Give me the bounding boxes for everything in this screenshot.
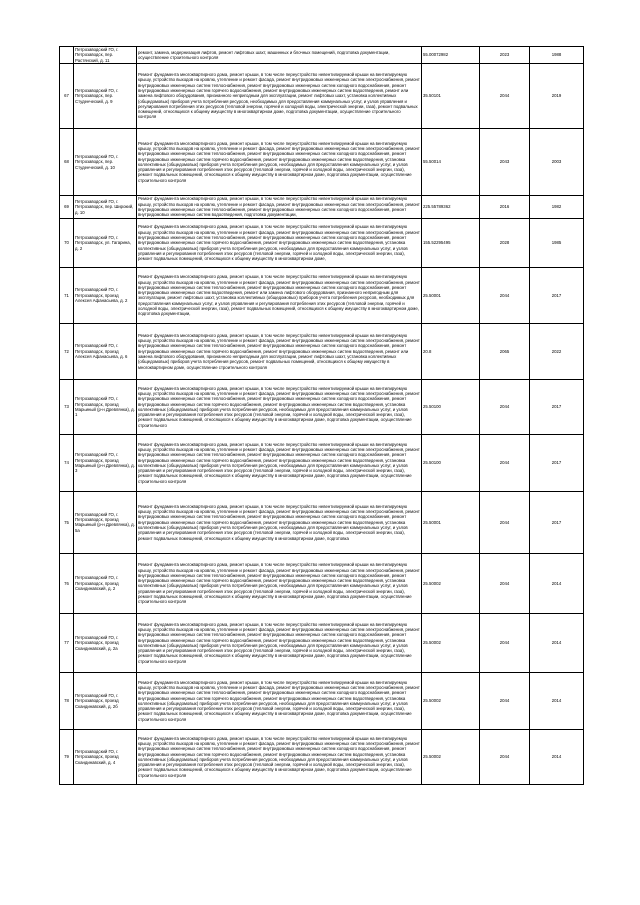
cadastral-value-cell: 155.52295495 — [422, 218, 480, 267]
built-year-cell: 1985 — [530, 218, 584, 267]
table-row — [60, 128, 584, 195]
works-cell — [137, 434, 422, 491]
table-row — [60, 553, 584, 613]
works-cell — [137, 491, 422, 553]
row-number: 76 — [60, 553, 74, 613]
works-cell — [137, 613, 422, 672]
works-text: Ремонт фундамента многоквартирного дома, ремонт крыши, в том числе переустройство невентилируемой крыши на вентилируемую крышу, устройство выходов на кровлю, утепление и ремонт фасада, ремонт внутридомовых инженерных систем электроснабжения, ремонт внутридомовых инженерных систем теплоснабжения, ремонт внутридомовых инженерных систем холодного водоснабжения, ремонт внутридомовых инженерных систем горячего водоснабжения, ремонт внутридомовых инженерных систем водоотведения, установка коллективных (общедомовых) приборов учета потребления ресурсов, необходимых для предоставления коммунальных услуг, и узлов управления и регулирования потребления этих ресурсов (тепловой энергии, горячей и холодной воды, электрической энергии, газа), ремонт подвальных помещений, относящихся к общему имуществу в многоквартирном доме, подготовка документации, осуществление строительного контроля — [138, 441, 420, 484]
works-text: Ремонт фундамента многоквартирного дома, ремонт крыши, в том числе переустройство невентилируемой крыши на вентилируемую крышу, устройство выходов на кровлю, утепление и ремонт фасада, ремонт внутридомовых инженерных систем электроснабжения, ремонт внутридомовых инженерных систем теплоснабжения, ремонт внутридомовых инженерных систем холодного водоснабжения, ремонт внутридомовых инженерных систем водоотведения, ремонт или замена лифтового оборудования, признанного непригодным для эксплуатации, ремонт лифтовых шахт, установка коллективных (общедомовых) приборов учета потребления ресурсов, необходимых для предоставления коммунальных услуг, и узлов управления и регулирования потребления этих ресурсов (тепловой энергии, горячей и холодной воды, электрической энергии, газа), ремонт подвальных помещений, относящихся к общему имуществу в многоквартирном доме, подготовка документации, — [138, 274, 420, 317]
row-number: 69 — [60, 195, 74, 218]
planned-year-cell: 2044 — [480, 672, 530, 729]
table-row — [60, 729, 584, 784]
cadastral-value-cell: 225.55789362 — [422, 195, 480, 218]
address-cell: Петрозаводский ГО, г. Петрозаводск, проезд Скандинавский, д. 2 — [74, 553, 137, 613]
works-cell — [137, 218, 422, 267]
address-cell: Петрозаводский ГО, г. Петрозаводск, пер. Студенческий, д. 9 — [74, 63, 137, 128]
cadastral-value-cell: 25.50002 — [422, 553, 480, 613]
table-row — [60, 491, 584, 553]
works-text: Ремонт фундамента многоквартирного дома, ремонт крыши, в том числе переустройство невентилируемой крыши на вентилируемую крышу, устройство выходов на кровлю, утепление и ремонт фасада, ремонт внутридомовых инженерных систем электроснабжения, ремонт внутридомовых инженерных систем теплоснабжения, ремонт внутридомовых инженерных систем холодного водоснабжения, ремонт внутридомовых инженерных систем горячего водоснабжения, ремонт внутридомовых инженерных систем водоотведения, установка коллективных (общедомовых) приборов учета потребления ресурсов, необходимых для предоставления коммунальных услуг, и узлов управления и регулирования потребления этих ресурсов (тепловой энергии, горячей и холодной воды, электрической энергии, газа), ремонт подвальных помещений, относящихся к общему имуществу в многоквартирном доме, подготовка документации, осуществление строительного контроля — [138, 562, 420, 605]
address-cell: Петрозаводский ГО, г. Петрозаводск, пер. Растянский, д. 11 — [74, 47, 137, 64]
row-number: 78 — [60, 672, 74, 729]
built-year-cell: 1988 — [530, 47, 584, 64]
row-number: 71 — [60, 267, 74, 323]
address-cell: Петрозаводский ГО, г. Петрозаводск, проезд Скандинавский, д. 2а — [74, 613, 137, 672]
address-cell: Петрозаводский ГО, г. Петрозаводск, ул. Гагарина, д. 2 — [74, 218, 137, 267]
works-cell — [137, 63, 422, 128]
table-row — [60, 195, 584, 218]
planned-year-cell: 2023 — [480, 47, 530, 64]
planned-year-cell: 2043 — [480, 128, 530, 195]
table-row — [60, 613, 584, 672]
row-number: 68 — [60, 128, 74, 195]
works-cell — [137, 553, 422, 613]
works-cell — [137, 195, 422, 218]
address-cell: Петрозаводский ГО, г. Петрозаводск, проезд Скандинавский, д. 2б — [74, 672, 137, 729]
cadastral-value-cell: 25.50001 — [422, 491, 480, 553]
works-cell — [137, 729, 422, 784]
row-number — [60, 47, 74, 64]
row-number: 67 — [60, 63, 74, 128]
cadastral-value-cell: 25.50002 — [422, 672, 480, 729]
works-cell — [137, 128, 422, 195]
built-year-cell: 2014 — [530, 729, 584, 784]
table-row — [60, 379, 584, 434]
works-text: Ремонт фундамента многоквартирного дома, ремонт крыши, в том числе переустройство невентилируемой крыши на вентилируемую крышу, устройство выходов на кровлю, утепление и ремонт фасада, ремонт внутридомовых инженерных систем электроснабжения, ремонт внутридомовых инженерных систем теплоснабжения, ремонт внутридомовых инженерных систем холодного водоснабжения, ремонт внутридомовых инженерных систем горячего водоснабжения, ремонт внутридомовых инженерных систем водоотведения, ремонт или замена лифтового оборудования, признанного непригодным для эксплуатации, ремонт лифтовых шахт, установка коллективных (общедомовых) приборов учета потребления ресурсов, ремонт подвальных помещений, относящихся к общему имуществу в многоквартирном доме, осуществление строительного контроля — [138, 332, 420, 370]
works-text: Ремонт фундамента многоквартирного дома, ремонт крыши, в том числе переустройство невентилируемой крыши на вентилируемую крышу, устройство выходов на кровлю, утепление и ремонт фасада, ремонт внутридомовых инженерных систем электроснабжения, ремонт внутридомовых инженерных систем теплоснабжения, ремонт внутридомовых инженерных систем холодного водоснабжения, ремонт внутридомовых инженерных систем горячего водоснабжения, ремонт внутридомовых инженерных систем водоотведения, установка коллективных (общедомовых) приборов учета потребления ресурсов, необходимых для предоставления коммунальных услуг, и узлов управления и регулирования потребления этих ресурсов (тепловой энергии, горячей и холодной воды, электрической энергии, газа), ремонт подвальных помещений, относящихся к общему имуществу в многоквартирном доме, подготовка документации, осуществление строительного контроля — [138, 621, 420, 664]
address-cell: Петрозаводский ГО, г. Петрозаводск, проезд Марьиный (р-н Древлянка), д. 5а — [74, 491, 137, 553]
cadastral-value-cell: 55.50014 — [422, 128, 480, 195]
works-cell — [137, 379, 422, 434]
address-cell: Петрозаводский ГО, г. Петрозаводск, проезд Скандинавский, д. 4 — [74, 729, 137, 784]
row-number: 77 — [60, 613, 74, 672]
planned-year-cell: 2044 — [480, 729, 530, 784]
row-number: 74 — [60, 434, 74, 491]
planned-year-cell: 2044 — [480, 491, 530, 553]
built-year-cell: 2014 — [530, 553, 584, 613]
address-cell: Петрозаводский ГО, г. Петрозаводск, проезд Марьиный (р-н Древлянка), д. 1 — [74, 379, 137, 434]
row-number: 70 — [60, 218, 74, 267]
works-text: Ремонт фундамента многоквартирного дома, ремонт крыши, в том числе переустройство невентилируемой крыши на вентилируемую крышу, устройство выходов на кровлю, утепление и ремонт фасада, ремонт внутридомовых инженерных систем электроснабжения, ремонт внутридомовых инженерных систем теплоснабжения, ремонт внутридомовых инженерных систем холодного водоснабжения, ремонт внутридомовых инженерных систем водоотведения, подготовка документации, — [138, 196, 420, 218]
planned-year-cell: 2044 — [480, 613, 530, 672]
works-text: Ремонт фундамента многоквартирного дома, ремонт крыши, в том числе переустройство невентилируемой крыши на вентилируемую крышу, устройство выходов на кровлю, утепление и ремонт фасада, ремонт внутридомовых инженерных систем электроснабжения, ремонт внутридомовых инженерных систем теплоснабжения, ремонт внутридомовых инженерных систем холодного водоснабжения, ремонт внутридомовых инженерных систем горячего водоснабжения, ремонт внутридомовых инженерных систем водоотведения, установка коллективных (общедомовых) приборов учета потребления ресурсов, необходимых для предоставления коммунальных услуг, и узлов управления и регулирования потребления этих ресурсов (тепловой энергии, горячей и холодной воды, электрической энергии, газа), ремонт подвальных помещений, относящихся к общему имуществу в многоквартирном доме, подготовка документации, осуществление строительного — [138, 385, 420, 428]
planned-year-cell: 2016 — [480, 195, 530, 218]
works-cell — [137, 47, 422, 64]
table-row — [60, 672, 584, 729]
planned-year-cell: 2044 — [480, 63, 530, 128]
row-number: 73 — [60, 379, 74, 434]
works-text: Ремонт фундамента многоквартирного дома, ремонт крыши, в том числе переустройство невентилируемой крыши на вентилируемую крышу, устройство выходов на кровлю, утепление и ремонт фасада, ремонт внутридомовых инженерных систем электроснабжения, ремонт внутридомовых инженерных систем теплоснабжения, ремонт внутридомовых инженерных систем холодного водоснабжения, ремонт внутридомовых инженерных систем горячего водоснабжения, ремонт внутридомовых инженерных систем водоотведения, установка коллективных (общедомовых) приборов учета потребления ресурсов, необходимых для предоставления коммунальных услуг, и узлов управления и регулирования потребления этих ресурсов (тепловой энергии, горячей и холодной воды, электрической энергии, газа), ремонт подвальных помещений, относящихся к общему имуществу в многоквартирном доме, подготовка — [138, 503, 420, 541]
cadastral-value-cell: 25.50100 — [422, 379, 480, 434]
works-text: Ремонт фундамента многоквартирного дома, ремонт крыши, в том числе переустройство невентилируемой крыши на вентилируемую крышу, устройство выходов на кровлю, утепление и ремонт фасада, ремонт внутридомовых инженерных систем электроснабжения, ремонт внутридомовых инженерных систем теплоснабжения, ремонт внутридомовых инженерных систем холодного водоснабжения, ремонт внутридомовых инженерных систем горячего водоснабжения, ремонт внутридомовых инженерных систем водоотведения, ремонт или замена лифтового оборудования, признанного непригодным для эксплуатации, ремонт лифтовых шахт, установка коллективных (общедомовых) приборов учета потребления ресурсов, необходимых для предоставления коммунальных услуг, и узлов управления и регулирования потребления этих ресурсов (тепловой энергии, горячей и холодной воды, электрической энергии, газа), ремонт подвальных помещений, относящихся к общему имуществу в многоквартирном доме, подготовка документации, осуществление строительного контроля — [138, 72, 420, 120]
table-body — [60, 47, 584, 785]
cadastral-value-cell: 55.00072982 — [422, 47, 480, 64]
planned-year-cell: 2044 — [480, 379, 530, 434]
table-row — [60, 63, 584, 128]
table-row — [60, 267, 584, 323]
table-row — [60, 218, 584, 267]
cadastral-value-cell: 25.50100 — [422, 434, 480, 491]
table-row — [60, 47, 584, 64]
planned-year-cell: 2044 — [480, 434, 530, 491]
planned-year-cell: 2065 — [480, 323, 530, 379]
works-text: Ремонт фундамента многоквартирного дома, ремонт крыши, в том числе переустройство невентилируемой крыши на вентилируемую крышу, устройство выходов на кровлю, утепление и ремонт фасада, ремонт внутридомовых инженерных систем электроснабжения, ремонт внутридомовых инженерных систем теплоснабжения, ремонт внутридомовых инженерных систем холодного водоснабжения, ремонт внутридомовых инженерных систем горячего водоснабжения, ремонт внутридомовых инженерных систем водоотведения, установка коллективных (общедомовых) приборов учета потребления ресурсов, необходимых для предоставления коммунальных услуг, и узлов управления и регулирования потребления этих ресурсов (тепловой энергии, горячей и холодной воды, электрической энергии, газа), ремонт подвальных помещений, относящихся к общему имуществу в многоквартирном доме, — [138, 224, 420, 262]
built-year-cell: 2017 — [530, 434, 584, 491]
built-year-cell: 2014 — [530, 672, 584, 729]
cadastral-value-cell: 25.50002 — [422, 729, 480, 784]
cadastral-value-cell: 25.50001 — [422, 267, 480, 323]
works-text: Ремонт фундамента многоквартирного дома, ремонт крыши, в том числе переустройство невентилируемой крыши на вентилируемую крышу, устройство выходов на кровлю, утепление и ремонт фасада, ремонт внутридомовых инженерных систем электроснабжения, ремонт внутридомовых инженерных систем теплоснабжения, ремонт внутридомовых инженерных систем холодного водоснабжения, ремонт внутридомовых инженерных систем горячего водоснабжения, ремонт внутридомовых инженерных систем водоотведения, установка коллективных (общедомовых) приборов учета потребления ресурсов, необходимых для предоставления коммунальных услуг, и узлов управления и регулирования потребления этих ресурсов (тепловой энергии, горячей и холодной воды, электрической энергии, газа), ремонт подвальных помещений, относящихся к общему имуществу в многоквартирном доме, подготовка документации, осуществление строительного контроля — [138, 735, 420, 778]
row-number: 75 — [60, 491, 74, 553]
works-text: Ремонт фундамента многоквартирного дома, ремонт крыши, в том числе переустройство невентилируемой крыши на вентилируемую крышу, устройство выходов на кровлю, утепление и ремонт фасада, ремонт внутридомовых инженерных систем электроснабжения, ремонт внутридомовых инженерных систем теплоснабжения, ремонт внутридомовых инженерных систем холодного водоснабжения, ремонт внутридомовых инженерных систем горячего водоснабжения, ремонт внутридомовых инженерных систем водоотведения, установка коллективных (общедомовых) приборов учета потребления ресурсов, необходимых для предоставления коммунальных услуг, и узлов управления и регулирования потребления этих ресурсов (тепловой энергии, горячей и холодной воды, электрической энергии, газа), ремонт подвальных помещений, относящихся к общему имуществу в многоквартирном доме, подготовка документации, осуществление строительного контроля — [138, 679, 420, 722]
address-cell: Петрозаводский ГО, г. Петрозаводск, проезд Марьиный (р-н Древлянка), д. 3 — [74, 434, 137, 491]
works-cell — [137, 323, 422, 379]
built-year-cell: 2017 — [530, 491, 584, 553]
address-cell: Петрозаводский ГО, г. Петрозаводск, пер. Студенческий, д. 10 — [74, 128, 137, 195]
row-number: 72 — [60, 323, 74, 379]
built-year-cell: 2003 — [530, 128, 584, 195]
cadastral-value-cell: 35.50101 — [422, 63, 480, 128]
table-row — [60, 323, 584, 379]
table-row — [60, 434, 584, 491]
cadastral-value-cell: 20.8 — [422, 323, 480, 379]
planned-year-cell: 2028 — [480, 218, 530, 267]
planned-year-cell: 2044 — [480, 267, 530, 323]
built-year-cell: 2014 — [530, 613, 584, 672]
built-year-cell: 2022 — [530, 323, 584, 379]
built-year-cell: 2017 — [530, 379, 584, 434]
address-cell: Петрозаводский ГО, г. Петрозаводск, пер. Широкий, д. 10 — [74, 195, 137, 218]
address-cell: Петрозаводский ГО, г. Петрозаводск, проезд Алексея Афанасьева, д. 2 — [74, 267, 137, 323]
works-cell — [137, 672, 422, 729]
works-text: ремонт, замена, модернизация лифтов, ремонт лифтовых шахт, машинных и блочных помещений, подготовка документации, осуществление строительного контроля — [138, 49, 390, 60]
row-number: 79 — [60, 729, 74, 784]
cadastral-value-cell: 25.50002 — [422, 613, 480, 672]
planned-year-cell: 2044 — [480, 553, 530, 613]
repair-program-table — [59, 46, 584, 785]
address-cell: Петрозаводский ГО, г. Петрозаводск, проезд Алексея Афанасьева, д. 6 — [74, 323, 137, 379]
built-year-cell: 2017 — [530, 267, 584, 323]
works-text: Ремонт фундамента многоквартирного дома, ремонт крыши, в том числе переустройство невентилируемой крыши на вентилируемую крышу, устройство выходов на кровлю, утепление и ремонт фасада, ремонт внутридомовых инженерных систем электроснабжения, ремонт внутридомовых инженерных систем теплоснабжения, ремонт внутридомовых инженерных систем холодного водоснабжения, ремонт внутридомовых инженерных систем горячего водоснабжения, ремонт внутридомовых инженерных систем водоотведения, установка коллективных (общедомовых) приборов учета потребления ресурсов, необходимых для предоставления коммунальных услуг, и узлов управления и регулирования потребления этих ресурсов (тепловой энергии, горячей и холодной воды, электрической энергии, газа), ремонт подвальных помещений, относящихся к общему имуществу в многоквартирном доме, подготовка документации, осуществление строительного контроля — [138, 140, 420, 183]
works-cell — [137, 267, 422, 323]
built-year-cell: 1982 — [530, 195, 584, 218]
built-year-cell: 2019 — [530, 63, 584, 128]
